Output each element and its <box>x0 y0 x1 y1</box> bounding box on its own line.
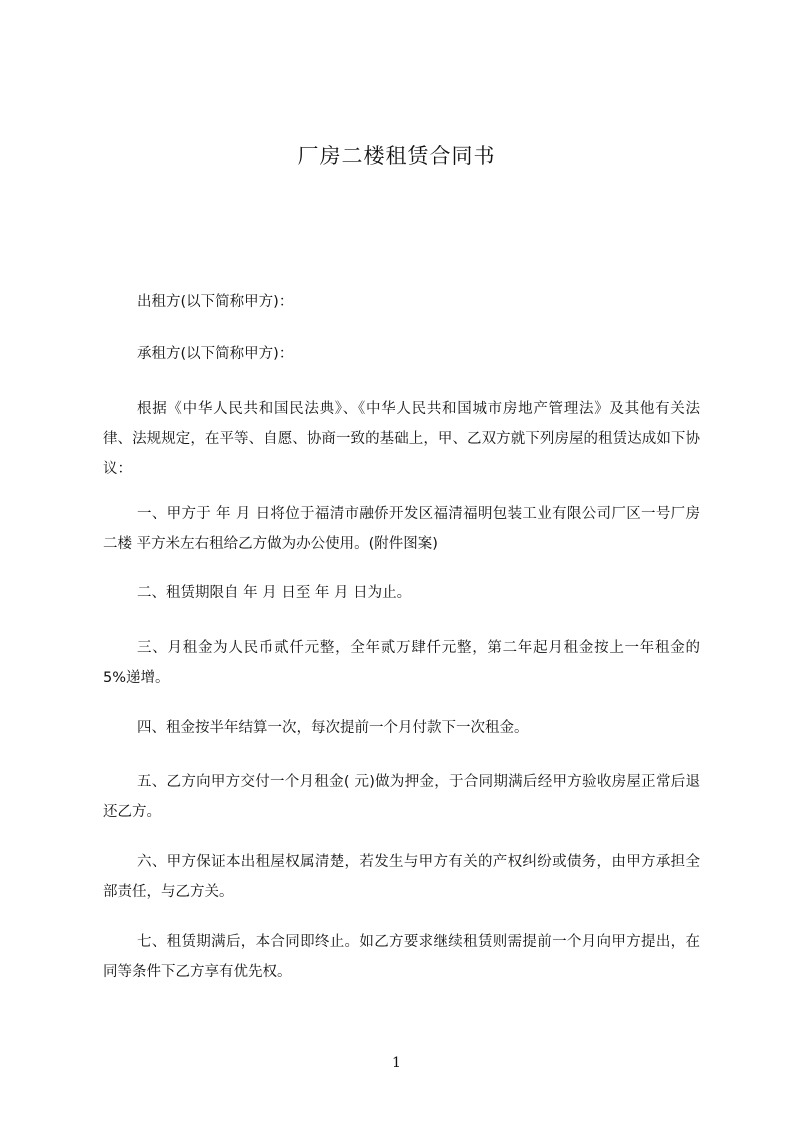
clause-4: 四、租金按半年结算一次，每次提前一个月付款下一次租金。 <box>137 720 529 736</box>
page-number: 1 <box>392 1055 401 1071</box>
clause-1: 一、甲方于 年 月 日将位于福清市融侨开发区福清福明包装工业有限公司厂区一号厂房二楼 平方米左右租给乙方做为办公使用。(附件图案) <box>103 506 700 552</box>
clause-5: 五、乙方向甲方交付一个月租金( 元)做为押金，于合同期满后经甲方验收房屋正常后退还乙方。 <box>103 774 700 820</box>
document-title: 厂房二楼租赁合同书 <box>297 144 496 168</box>
clause-6: 六、甲方保证本出租屋权属清楚，若发生与甲方有关的产权纠纷或债务，由甲方承担全部责任，与乙方关。 <box>103 854 700 900</box>
lessee-line: 承租方(以下简称甲方)： <box>137 346 294 362</box>
clause-3: 三、月租金为人民币贰仟元整，全年贰万肆仟元整，第二年起月租金按上一年租金的 5%递增。 <box>103 640 700 686</box>
preamble-paragraph: 根据《中华人民共和国民法典》、《中华人民共和国城市房地产管理法》及其他有关法律、法规规定，在平等、自愿、协商一致的基础上，甲、乙双方就下列房屋的租赁达成如下协议： <box>103 401 700 477</box>
lessor-line: 出租方(以下简称甲方)： <box>137 294 294 310</box>
clause-2: 二、租赁期限自 年 月 日至 年 月 日为止。 <box>137 585 412 601</box>
clause-7: 七、租赁期满后，本合同即终止。如乙方要求继续租赁则需提前一个月向甲方提出，在同等条件下乙方享有优先权。 <box>103 934 700 980</box>
